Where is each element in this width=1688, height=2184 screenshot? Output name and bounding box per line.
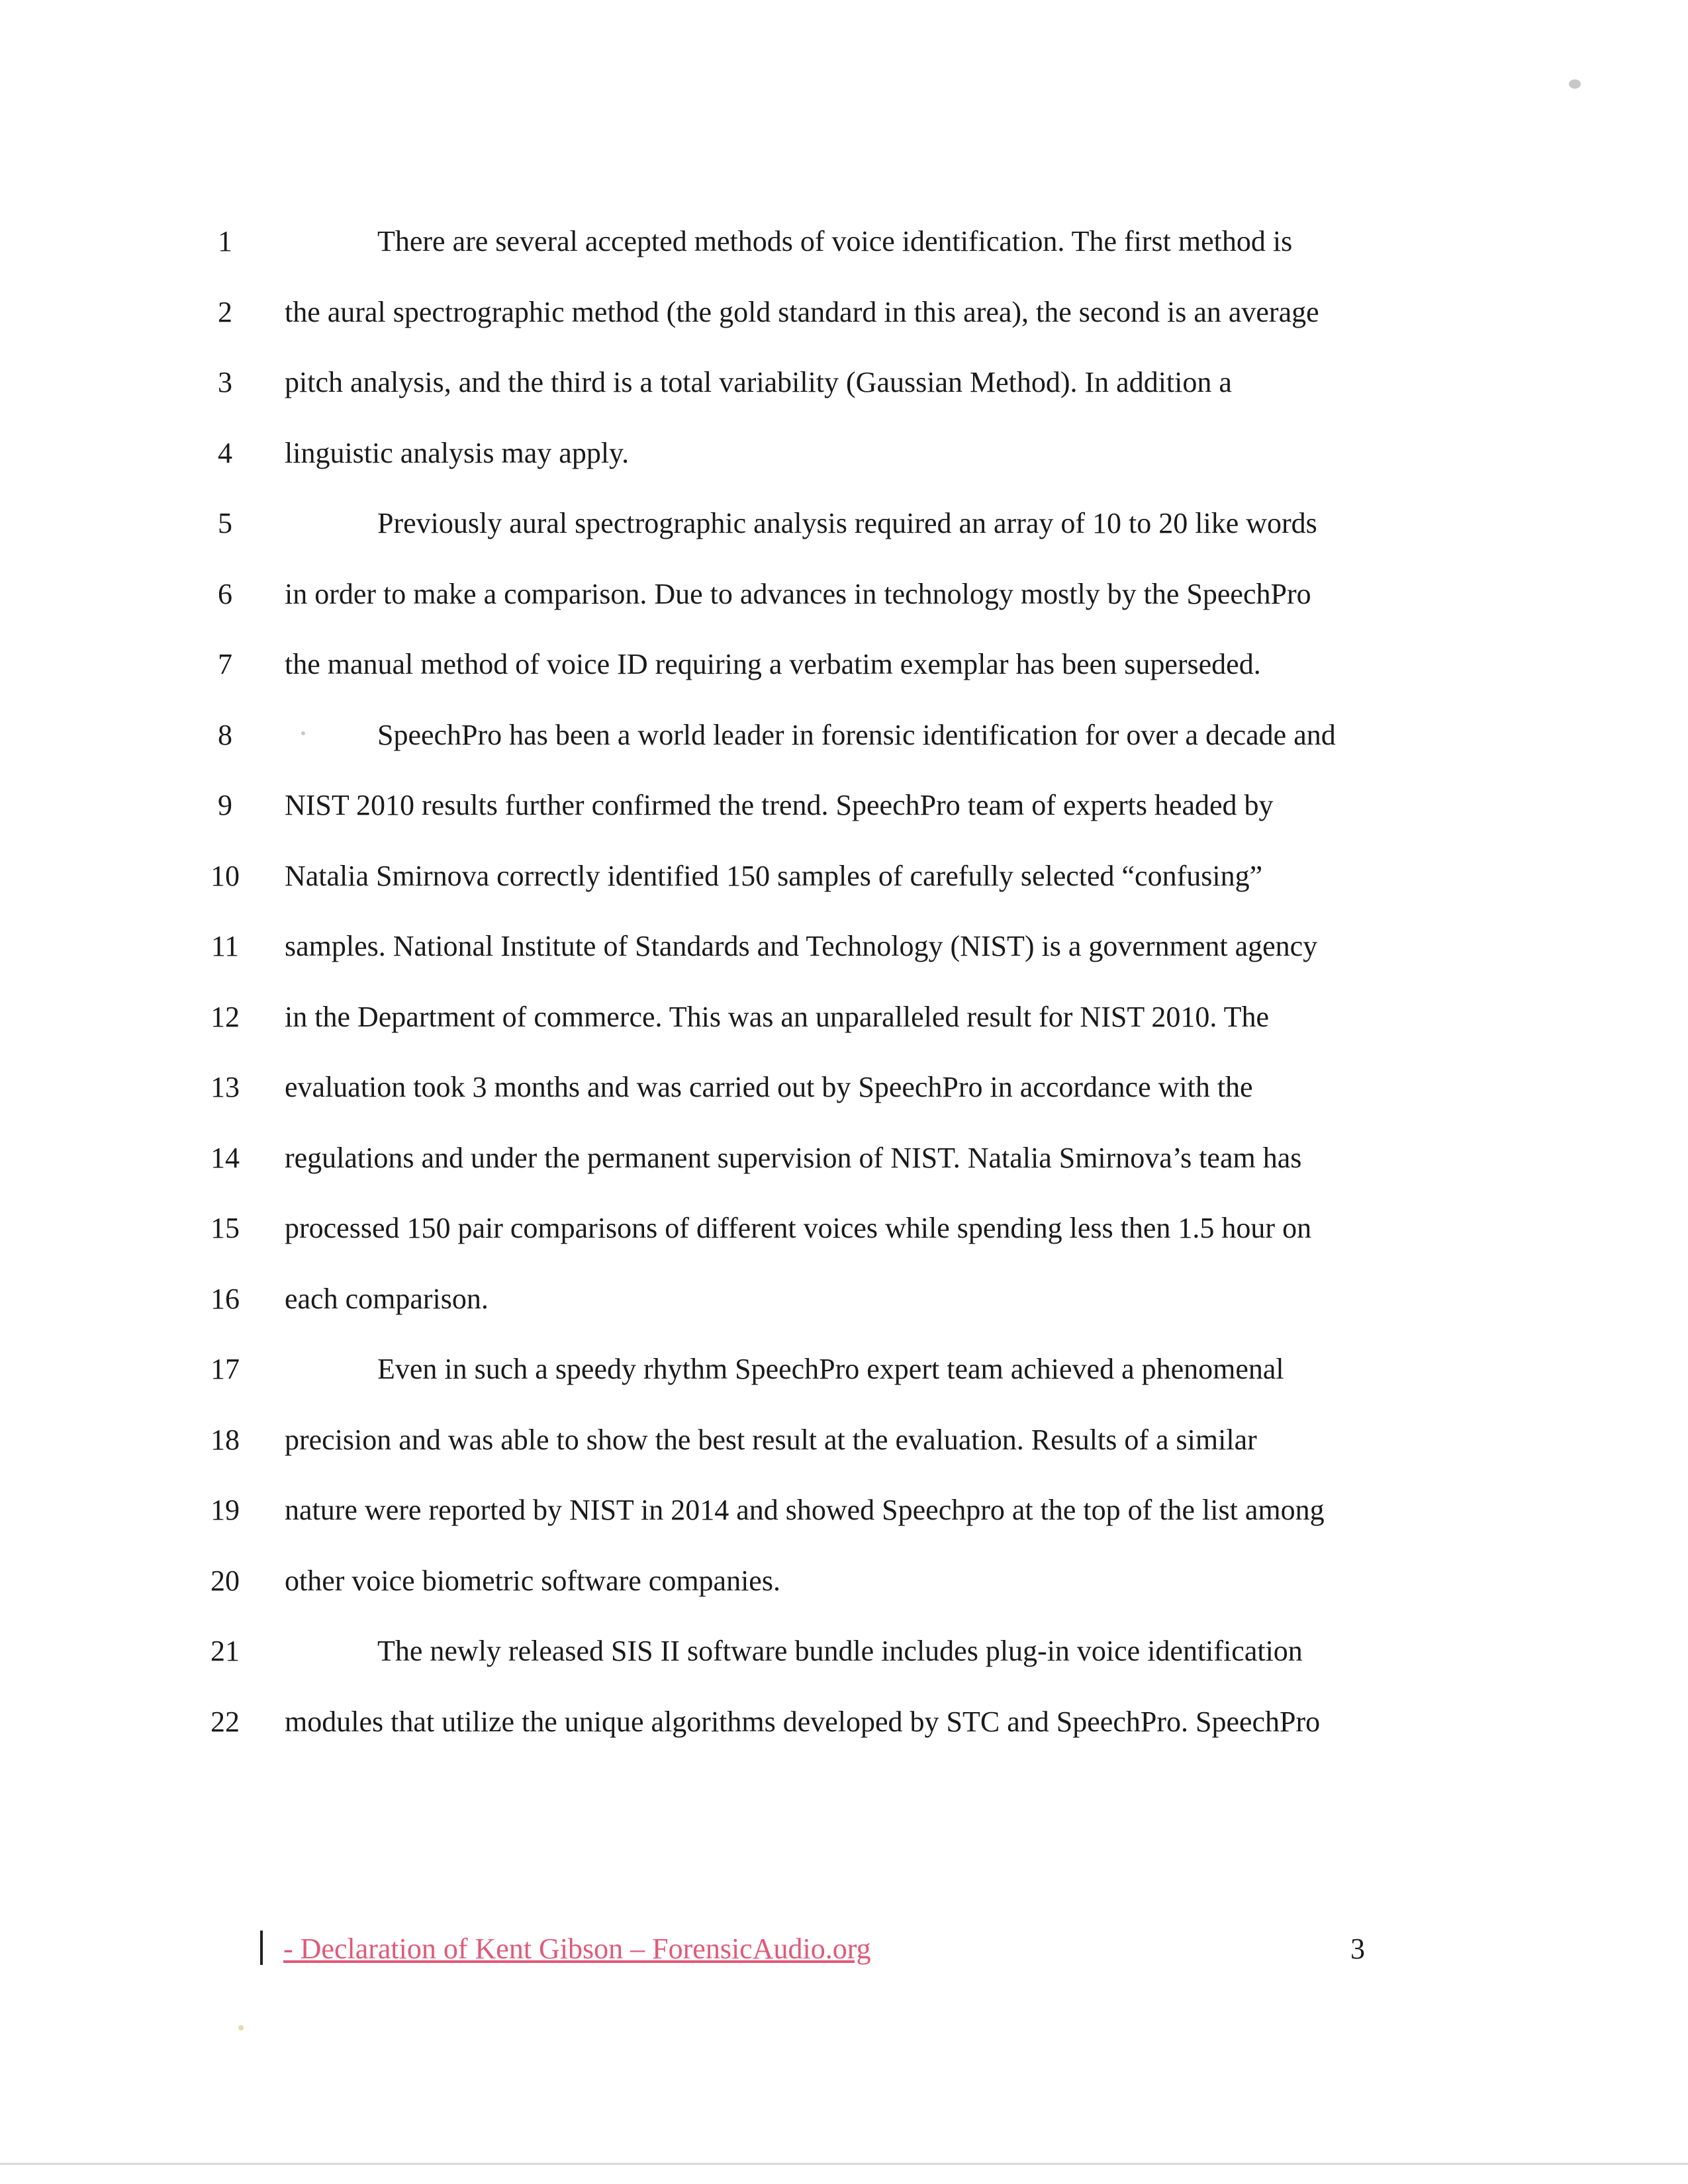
line-text: evaluation took 3 months and was carried out by SpeechPro in accordance with the xyxy=(285,1071,1253,1103)
line-text: precision and was able to show the best result at the evaluation. Results of a similar xyxy=(285,1423,1257,1456)
document-line xyxy=(0,1202,1688,1255)
line-text: SpeechPro has been a world leader in forensic identification for over a decade and xyxy=(377,718,1336,751)
line-text: Previously aural spectrographic analysis required an array of 10 to 20 like words xyxy=(377,507,1317,539)
document-line xyxy=(0,1414,1688,1467)
line-number: 13 xyxy=(211,1071,240,1103)
line-text: pitch analysis, and the third is a total variability (Gaussian Method). In addition a xyxy=(285,366,1232,398)
document-line xyxy=(0,286,1688,339)
document-line xyxy=(0,991,1688,1044)
line-text: each comparison. xyxy=(285,1282,489,1315)
document-line xyxy=(0,920,1688,973)
line-text: There are several accepted methods of voice identification. The first method is xyxy=(377,225,1293,257)
document-line xyxy=(0,1343,1688,1396)
document-line xyxy=(0,850,1688,903)
line-text: in the Department of commerce. This was an unparalleled result for NIST 2010. The xyxy=(285,1000,1270,1033)
line-text: other voice biometric software companies. xyxy=(285,1564,780,1597)
document-line xyxy=(0,427,1688,480)
document-line xyxy=(0,1625,1688,1678)
line-number: 22 xyxy=(211,1705,240,1738)
line-number: 17 xyxy=(211,1353,240,1385)
line-number: 21 xyxy=(211,1635,240,1667)
line-text: regulations and under the permanent supervision of NIST. Natalia Smirnova’s team has xyxy=(285,1141,1302,1174)
line-number: 10 xyxy=(211,859,240,892)
line-number: 8 xyxy=(218,718,232,751)
line-text: linguistic analysis may apply. xyxy=(285,436,630,469)
line-number: 1 xyxy=(218,225,232,257)
document-line xyxy=(0,356,1688,409)
document-line xyxy=(0,779,1688,832)
document-line xyxy=(0,1273,1688,1326)
page-footer xyxy=(0,1923,1688,1976)
line-number: 6 xyxy=(218,577,232,610)
line-number: 2 xyxy=(218,295,232,328)
document-line xyxy=(0,638,1688,691)
line-text: NIST 2010 results further confirmed the trend. SpeechPro team of experts headed by xyxy=(285,789,1274,821)
line-text: nature were reported by NIST in 2014 and showed Speechpro at the top of the list among xyxy=(285,1494,1325,1526)
line-number: 14 xyxy=(211,1141,240,1174)
line-text: modules that utilize the unique algorithms developed by STC and SpeechPro. SpeechPro xyxy=(285,1705,1321,1738)
document-line xyxy=(0,1696,1688,1749)
footer-declaration-link[interactable]: - Declaration of Kent Gibson – ForensicAudio.org xyxy=(283,1933,871,1965)
line-number: 18 xyxy=(211,1423,240,1456)
line-number: 16 xyxy=(211,1282,240,1315)
scan-bottom-edge xyxy=(0,2163,1688,2165)
document-line xyxy=(0,1061,1688,1114)
scan-speck xyxy=(238,2025,244,2030)
line-text: the manual method of voice ID requiring a verbatim exemplar has been superseded. xyxy=(285,648,1261,680)
line-number: 3 xyxy=(218,366,232,398)
document-line xyxy=(0,1484,1688,1537)
line-number: 12 xyxy=(211,1000,240,1033)
scan-speck xyxy=(301,731,305,735)
scan-speck xyxy=(1569,79,1581,89)
document-line xyxy=(0,568,1688,621)
line-number: 4 xyxy=(218,436,232,469)
document-line xyxy=(0,215,1688,268)
line-number: 19 xyxy=(211,1494,240,1526)
line-number: 11 xyxy=(211,930,240,962)
line-number: 9 xyxy=(218,789,232,821)
document-line xyxy=(0,709,1688,762)
footer-revision-bar xyxy=(260,1931,263,1965)
document-line xyxy=(0,497,1688,550)
line-number: 5 xyxy=(218,507,232,539)
line-text: Even in such a speedy rhythm SpeechPro expert team achieved a phenomenal xyxy=(377,1353,1284,1385)
document-line xyxy=(0,1555,1688,1608)
line-text: processed 150 pair comparisons of different voices while spending less then 1.5 hour on xyxy=(285,1212,1312,1244)
line-number: 7 xyxy=(218,648,232,680)
line-text: samples. National Institute of Standards and Technology (NIST) is a government agency xyxy=(285,930,1318,962)
line-number: 15 xyxy=(211,1212,240,1244)
document-line xyxy=(0,1132,1688,1185)
line-text: The newly released SIS II software bundle includes plug-in voice identification xyxy=(377,1635,1303,1667)
line-text: in order to make a comparison. Due to advances in technology mostly by the SpeechPro xyxy=(285,577,1311,610)
line-text: the aural spectrographic method (the gold standard in this area), the second is an average xyxy=(285,295,1319,328)
line-text: Natalia Smirnova correctly identified 150 samples of carefully selected “confusing” xyxy=(285,859,1263,892)
line-number: 20 xyxy=(211,1564,240,1597)
page-number: 3 xyxy=(1350,1933,1365,1965)
